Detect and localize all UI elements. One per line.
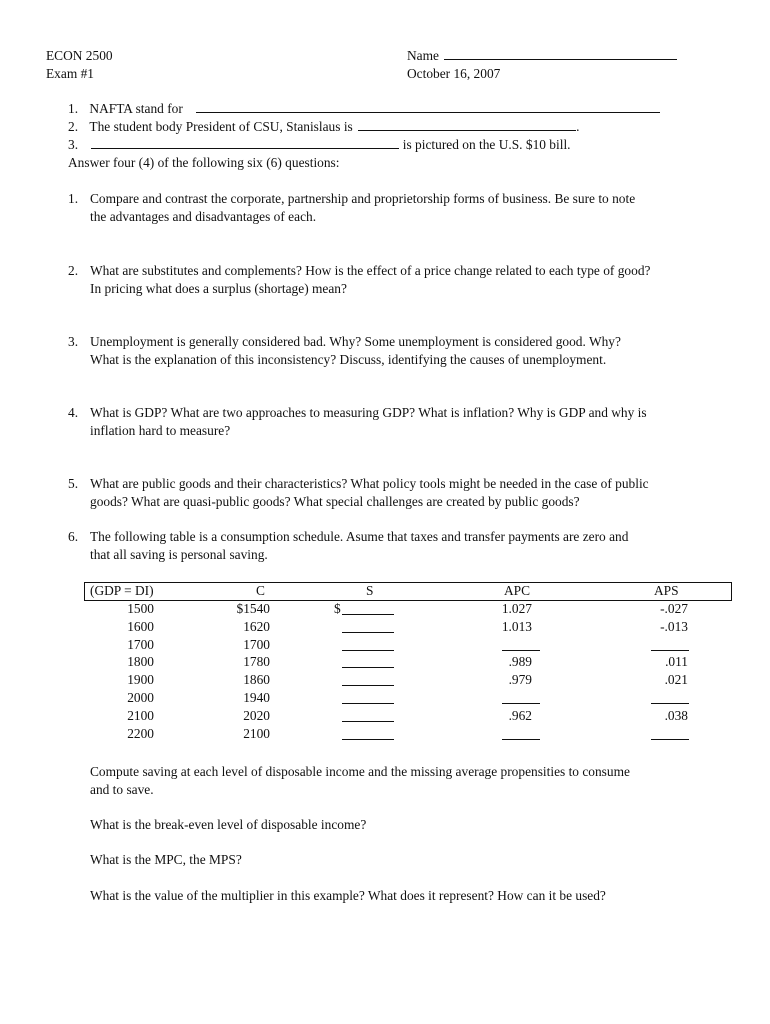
answer-blank[interactable] <box>196 100 660 113</box>
aps-blank[interactable] <box>651 738 689 740</box>
table-cell-gdp: 1600 <box>127 618 154 634</box>
follow-up-line: What is the MPC, the MPS? <box>90 852 242 867</box>
table-cell-c: 1620 <box>243 618 270 634</box>
table-cell-c: 1700 <box>243 636 270 652</box>
question-number: 2. <box>68 263 79 278</box>
saving-blank[interactable] <box>342 666 394 668</box>
table-cell-gdp: 2200 <box>127 725 154 741</box>
follow-up-3 <box>90 851 740 869</box>
table-cell-apc: .989 <box>508 654 532 670</box>
question-line: inflation hard to measure? <box>90 423 231 438</box>
table-cell-c: $1540 <box>236 601 270 616</box>
short-answer-1 <box>68 100 660 118</box>
saving-blank[interactable] <box>342 702 394 704</box>
short-answer-text: NAFTA stand for <box>89 101 183 116</box>
saving-blank[interactable] <box>342 684 394 686</box>
follow-up-line: What is the break-even level of disposable income? <box>90 817 367 832</box>
name-blank[interactable] <box>444 47 677 60</box>
short-answer-number: 1. <box>68 101 79 116</box>
question-line: Compare and contrast the corporate, partnership and proprietorship forms of business. Be sure to note <box>90 191 636 206</box>
question-line: What is the explanation of this inconsistency? Discuss, identifying the causes of unemployment. <box>90 352 607 367</box>
short-answer-3 <box>68 136 571 154</box>
table-cell-apc: .962 <box>508 707 532 723</box>
table-cell-gdp: 2100 <box>127 707 154 723</box>
follow-up-line: and to save. <box>90 782 154 797</box>
question-line: What are public goods and their characteristics? What policy tools might be needed in the case of public <box>90 476 649 491</box>
col-header-aps: APS <box>654 583 679 598</box>
saving-blank[interactable] <box>342 649 394 651</box>
table-cell-aps: .011 <box>665 654 688 670</box>
question-number: 3. <box>68 334 79 349</box>
table-cell-gdp: 1500 <box>127 601 154 616</box>
col-header-apc: APC <box>504 583 531 598</box>
answer-blank[interactable] <box>358 118 576 131</box>
saving-blank[interactable] <box>342 631 394 633</box>
follow-up-line: What is the value of the multiplier in this example? What does it represent? How can it be used? <box>90 888 606 903</box>
follow-up-1 <box>90 763 740 799</box>
follow-up-2 <box>90 816 740 834</box>
table-cell-s-prefix: $ <box>334 601 341 616</box>
question-number: 5. <box>68 476 79 491</box>
saving-blank[interactable] <box>342 720 394 722</box>
follow-up-line: Compute saving at each level of disposable income and the missing average propensities to consume <box>90 764 630 779</box>
table-cell-c: 2020 <box>243 707 270 723</box>
table-cell-apc: .979 <box>508 672 532 688</box>
short-answer-2 <box>68 118 579 136</box>
question-line: Unemployment is generally considered bad. Why? Some unemployment is considered good. Why? <box>90 334 621 349</box>
question-1 <box>68 190 738 226</box>
short-answer-suffix: . <box>576 119 580 134</box>
course-code: ECON 2500 <box>46 48 113 63</box>
answer-blank[interactable] <box>91 136 399 149</box>
table-cell-gdp: 1700 <box>127 636 154 652</box>
question-number: 1. <box>68 191 79 206</box>
table-cell-c: 1780 <box>243 654 270 670</box>
apc-blank[interactable] <box>502 649 540 651</box>
short-answer-text: The student body President of CSU, Stanislaus is <box>89 119 353 134</box>
short-answer-number: 3. <box>68 137 79 152</box>
question-6 <box>68 528 738 564</box>
table-cell-apc: 1.013 <box>501 618 532 634</box>
question-number: 6. <box>68 529 79 544</box>
table-cell-c: 2100 <box>243 725 270 741</box>
table-cell-gdp: 2000 <box>127 690 154 705</box>
table-cell-gdp: 1800 <box>127 654 154 670</box>
question-4 <box>68 404 738 440</box>
question-line: What are substitutes and complements? How is the effect of a price change related to each type of good? <box>90 263 651 278</box>
saving-blank[interactable] <box>342 613 394 615</box>
table-cell-aps: -.013 <box>660 618 688 634</box>
col-header-gdp: (GDP = DI) <box>90 583 154 598</box>
col-header-s: S <box>366 583 374 598</box>
table-cell-c: 1860 <box>243 672 270 688</box>
exam-date: October 16, 2007 <box>407 66 501 81</box>
question-3 <box>68 333 738 369</box>
table-cell-aps: .021 <box>664 672 688 688</box>
apc-blank[interactable] <box>502 738 540 740</box>
question-line: that all saving is personal saving. <box>90 547 268 562</box>
aps-blank[interactable] <box>651 702 689 704</box>
question-line: goods? What are quasi-public goods? What special challenges are created by public goods? <box>90 494 580 509</box>
apc-blank[interactable] <box>502 702 540 704</box>
aps-blank[interactable] <box>651 649 689 651</box>
name-label: Name <box>407 48 439 63</box>
exam-number: Exam #1 <box>46 66 94 81</box>
short-answer-text: is pictured on the U.S. $10 bill. <box>402 137 571 152</box>
table-cell-aps: -.027 <box>660 601 688 616</box>
question-5 <box>68 475 738 511</box>
follow-up-4 <box>90 887 740 905</box>
col-header-c: C <box>256 583 265 598</box>
name-field[interactable] <box>407 47 677 65</box>
table-cell-aps: .038 <box>664 707 688 723</box>
saving-blank[interactable] <box>342 738 394 740</box>
short-answer-number: 2. <box>68 119 79 134</box>
table-cell-gdp: 1900 <box>127 672 154 688</box>
question-number: 4. <box>68 405 79 420</box>
question-line: In pricing what does a surplus (shortage) mean? <box>90 281 347 296</box>
table-cell-apc: 1.027 <box>501 601 532 616</box>
question-line: the advantages and disadvantages of each. <box>90 209 317 224</box>
question-2 <box>68 262 738 298</box>
table-header-box <box>84 582 732 601</box>
table-cell-c: 1940 <box>243 690 270 705</box>
question-line: What is GDP? What are two approaches to measuring GDP? What is inflation? Why is GDP and why is <box>90 405 647 420</box>
question-line: The following table is a consumption schedule. Asume that taxes and transfer payments are zero and <box>90 529 629 544</box>
instructions: Answer four (4) of the following six (6) questions: <box>68 155 340 170</box>
